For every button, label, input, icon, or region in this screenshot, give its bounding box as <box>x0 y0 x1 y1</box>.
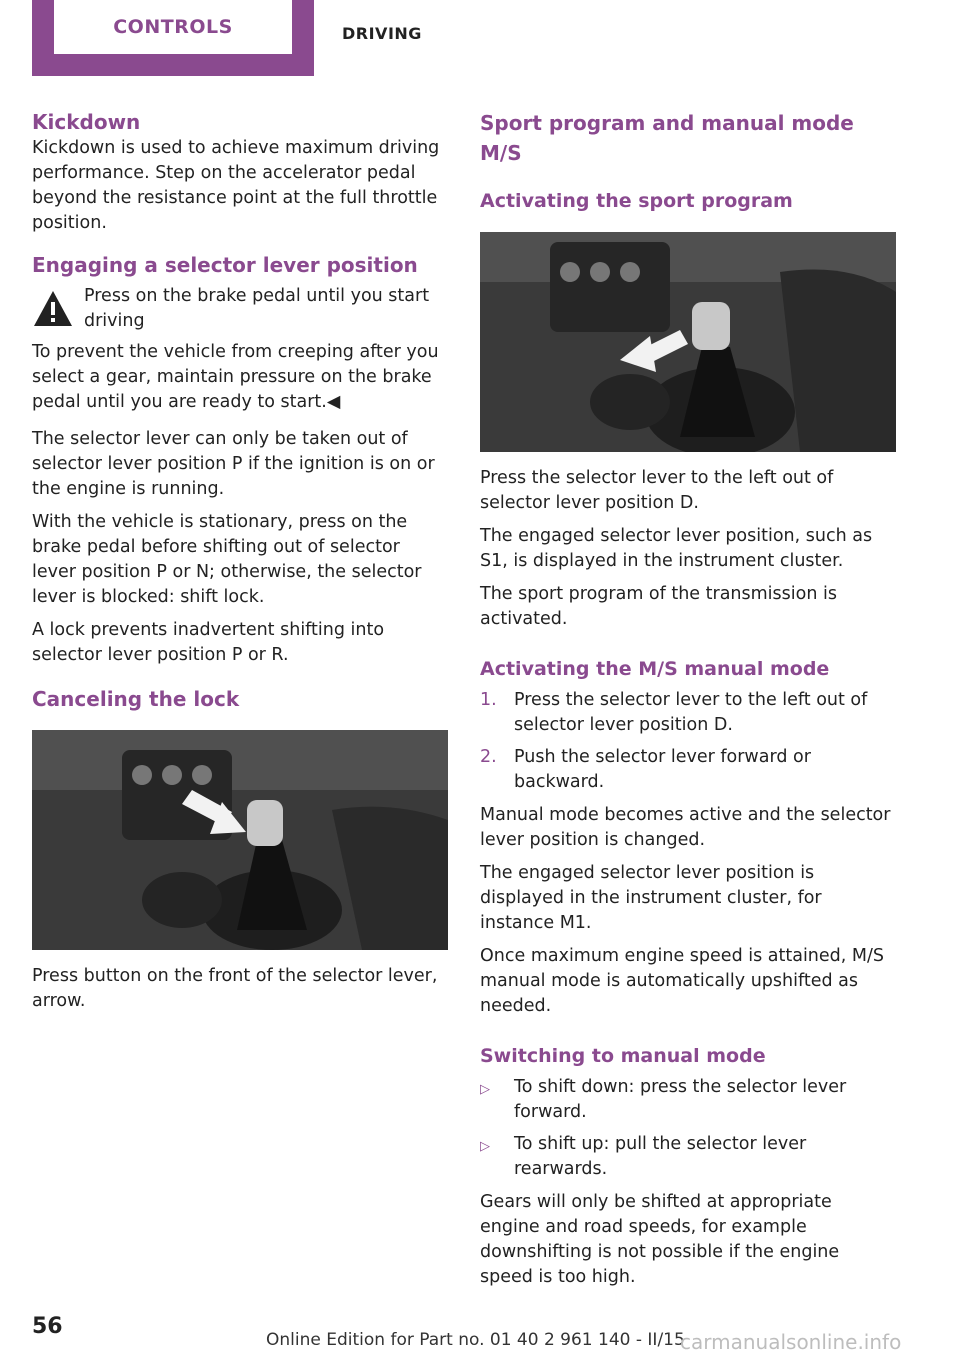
switch-item-text: To shift down: press the selector lever forward. <box>514 1077 847 1122</box>
step-number: 2. <box>480 747 497 767</box>
creeping-text: To prevent the vehicle from creeping after you select a gear, maintain pressure on the brake pedal until you are ready to start.◀ <box>32 342 439 412</box>
ms-heading: Activating the M/S manual mode <box>480 658 830 680</box>
switch-list <box>480 1075 896 1182</box>
switch-item-text: To shift up: pull the selector lever rearwards. <box>514 1134 807 1179</box>
tab-driving[interactable]: DRIVING <box>342 24 422 43</box>
header-tabs <box>0 0 960 80</box>
warning-block <box>32 284 448 334</box>
step-text: Press the selector lever to the left out of selector lever position D. <box>514 690 868 735</box>
canceling-heading: Canceling the lock <box>32 687 240 711</box>
step-number: 1. <box>480 690 497 710</box>
shift-lock-text: With the vehicle is stationary, press on the brake pedal before shifting out of selector lever position P or N; otherwise, the selector lever is blocked: shift lock. <box>32 512 422 607</box>
kickdown-heading: Kickdown <box>32 110 141 134</box>
sport-para-2: The engaged selector lever position, such as S1, is displayed in the instrument cluster. <box>480 526 873 571</box>
selector-lever-button-image <box>32 730 448 950</box>
triangle-bullet-icon: ▷ <box>480 1082 490 1097</box>
watermark: carmanualsonline.info <box>680 1330 902 1354</box>
kickdown-text: Kickdown is used to achieve maximum driving performance. Step on the accelerator pedal beyond the resistance point at the full throttle position. <box>32 138 440 233</box>
sport-para-3: The sport program of the transmission is activated. <box>480 584 837 629</box>
list-item <box>480 1075 896 1125</box>
warning-icon <box>32 288 74 330</box>
switch-heading: Switching to manual mode <box>480 1045 766 1067</box>
tab-controls[interactable] <box>32 0 314 76</box>
step-text: Push the selector lever forward or backward. <box>514 747 811 792</box>
selector-lever-left-image <box>480 232 896 452</box>
ms-para-1: Manual mode becomes active and the selector lever position is changed. <box>480 805 891 850</box>
tab-controls-label: CONTROLS <box>54 0 292 54</box>
page-number: 56 <box>32 1314 63 1339</box>
ignition-text: The selector lever can only be taken out of selector lever position P if the ignition is on or the engine is running. <box>32 429 435 499</box>
edition-text: Online Edition for Part no. 01 40 2 961 140 - II/15 <box>266 1330 685 1350</box>
ms-para-2: The engaged selector lever position is displayed in the instrument cluster, for instance M1. <box>480 863 822 933</box>
ms-para-3: Once maximum engine speed is attained, M/S manual mode is automatically upshifted as needed. <box>480 946 885 1016</box>
list-item <box>480 745 896 795</box>
warning-text: Press on the brake pedal until you start driving <box>84 286 430 331</box>
lock-text: A lock prevents inadvertent shifting into selector lever position P or R. <box>32 620 385 665</box>
sport-para-1: Press the selector lever to the left out of selector lever position D. <box>480 468 834 513</box>
activating-sport-heading: Activating the sport program <box>480 190 793 212</box>
list-item <box>480 1132 896 1182</box>
list-item <box>480 688 896 738</box>
canceling-text: Press button on the front of the selector lever, arrow. <box>32 966 438 1011</box>
sport-heading: Sport program and manual mode M/S <box>480 111 854 165</box>
triangle-bullet-icon: ▷ <box>480 1139 490 1154</box>
right-column <box>480 108 896 1298</box>
ms-steps-list <box>480 688 896 795</box>
switch-para: Gears will only be shifted at appropriate engine and road speeds, for example downshifting is not possible if the engine speed is too high. <box>480 1192 840 1287</box>
left-column <box>32 108 448 1022</box>
engaging-heading: Engaging a selector lever position <box>32 253 418 277</box>
